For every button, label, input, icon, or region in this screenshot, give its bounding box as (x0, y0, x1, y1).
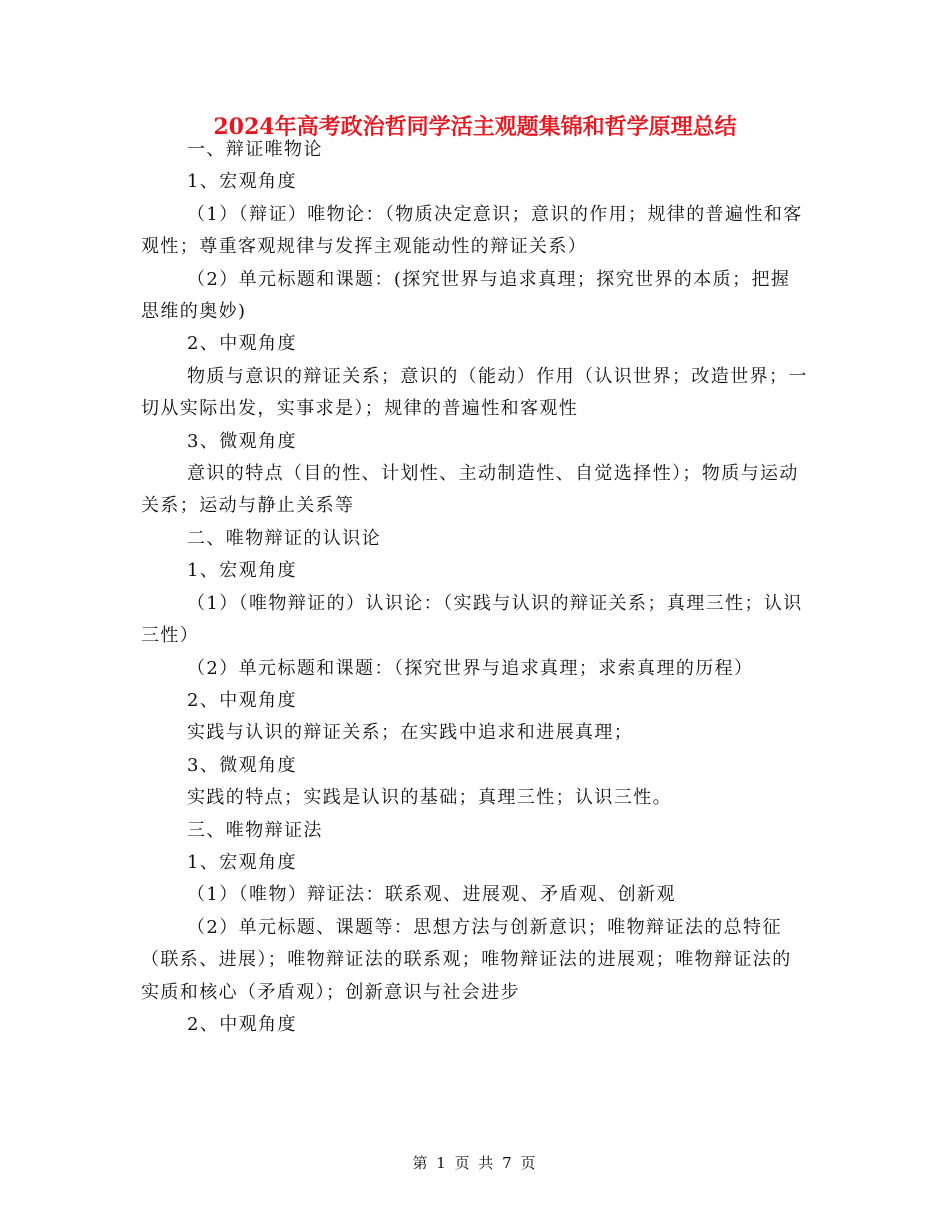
paragraph: （2）单元标题、课题等：思想方法与创新意识；唯物辩证法的总特征（联系、进展）；唯物辩证法的联系观；唯物辩证法的进展观；唯物辩证法的实质和核心（矛盾观）；创新意识与社会进步 (141, 916, 792, 1003)
subsection-heading: 1、宏观角度 (187, 851, 297, 873)
paragraph: 实践与认识的辩证关系；在实践中追求和进展真理； (187, 722, 634, 744)
section-heading: 一、辩证唯物论 (187, 139, 323, 160)
subsection-heading: 3、微观角度 (187, 754, 297, 776)
paragraph: （2）单元标题和课题：(探究世界与追求真理；探究世界的本质；把握思维的奥妙) (141, 268, 791, 323)
section-heading: 二、唯物辩证的认识论 (187, 527, 381, 549)
subsection-heading: 3、微观角度 (187, 430, 297, 452)
page-number-footer: 第 1 页 共 7 页 (412, 1154, 538, 1172)
document-body (141, 134, 809, 1041)
paragraph: （1）（唯物）辩证法：联系观、进展观、矛盾观、创新观 (187, 884, 676, 906)
document-title: 2024年高考政治哲同学活主观题集锦和哲学原理总结 (213, 114, 737, 140)
subsection-heading: 1、宏观角度 (187, 171, 297, 193)
subsection-heading: 2、中观角度 (187, 333, 297, 355)
paragraph: 物质与意识的辩证关系；意识的（能动）作用（认识世界；改造世界；一切从实际出发，实事求是）；规律的普遍性和客观性 (141, 365, 808, 420)
paragraph: （1）（唯物辩证的）认识论：（实践与认识的辩证关系；真理三性；认识三性） (141, 592, 803, 647)
paragraph: 实践的特点；实践是认识的基础；真理三性；认识三性。 (187, 787, 672, 809)
paragraph: 意识的特点（目的性、计划性、主动制造性、自觉选择性）；物质与运动关系；运动与静止关系等 (141, 463, 799, 517)
subsection-heading: 1、宏观角度 (187, 560, 297, 582)
paragraph: （2）单元标题和课题：（探究世界与追求真理；求索真理的历程） (187, 657, 754, 679)
subsection-heading: 2、中观角度 (187, 689, 297, 711)
section-heading: 三、唯物辩证法 (187, 819, 323, 841)
paragraph: （1）（辩证）唯物论：（物质决定意识；意识的作用；规律的普遍性和客观性；尊重客观规律与发挥主观能动性的辩证关系） (141, 203, 803, 258)
subsection-heading: 2、中观角度 (187, 1013, 297, 1035)
